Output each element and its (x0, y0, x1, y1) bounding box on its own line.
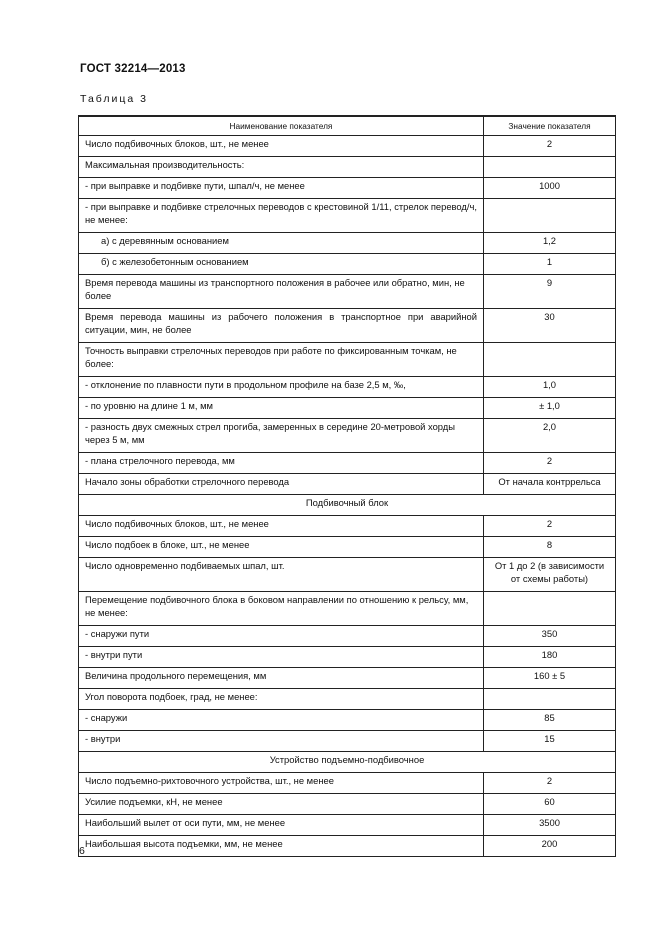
table-row (79, 516, 616, 537)
row-value: 3500 (484, 815, 616, 836)
row-value: 160 ± 5 (484, 668, 616, 689)
column-header-name: Наименование показателя (79, 116, 484, 136)
row-value: 200 (484, 836, 616, 857)
row-value (484, 689, 616, 710)
row-name: Угол поворота подбоек, град, не менее: (79, 689, 484, 710)
row-name: Число подъемно-рихтовочного устройства, шт., не менее (79, 773, 484, 794)
row-name: Начало зоны обработки стрелочного перевода (79, 474, 484, 495)
table-row (79, 794, 616, 815)
table-row (79, 377, 616, 398)
row-name: а) с деревянным основанием (79, 233, 484, 254)
row-name: - плана стрелочного перевода, мм (79, 453, 484, 474)
row-value: 15 (484, 731, 616, 752)
table-row (79, 398, 616, 419)
row-value: 180 (484, 647, 616, 668)
row-value: 1000 (484, 178, 616, 199)
section-row (79, 752, 616, 773)
row-value: 30 (484, 309, 616, 343)
table-row (79, 773, 616, 794)
row-name: Максимальная производительность: (79, 157, 484, 178)
row-value: 350 (484, 626, 616, 647)
row-name: - снаружи пути (79, 626, 484, 647)
row-name: Перемещение подбивочного блока в боковом направлении по отношению к рельсу, мм, не менее: (79, 592, 484, 626)
row-value (484, 592, 616, 626)
row-name: - разность двух смежных стрел прогиба, замеренных в середине 20-метровой хорды через 5 м, мм (79, 419, 484, 453)
row-value (484, 157, 616, 178)
row-name: Усилие подъемки, кН, не менее (79, 794, 484, 815)
row-name: - отклонение по плавности пути в продольном профиле на базе 2,5 м, ‰, (79, 377, 484, 398)
row-value: ± 1,0 (484, 398, 616, 419)
row-name: Точность выправки стрелочных переводов при работе по фиксированным точкам, не более: (79, 343, 484, 377)
row-name: Число подбивочных блоков, шт., не менее (79, 516, 484, 537)
table-row (79, 836, 616, 857)
row-name: - при выправке и подбивке пути, шпал/ч, не менее (79, 178, 484, 199)
row-value (484, 199, 616, 233)
table-row (79, 474, 616, 495)
row-name: - внутри (79, 731, 484, 752)
row-name: - по уровню на длине 1 м, мм (79, 398, 484, 419)
table-row (79, 668, 616, 689)
table-row (79, 453, 616, 474)
table-row (79, 710, 616, 731)
table-row (79, 199, 616, 233)
section-heading: Подбивочный блок (79, 495, 616, 516)
row-name: Число одновременно подбиваемых шпал, шт. (79, 558, 484, 592)
row-name: - внутри пути (79, 647, 484, 668)
row-value: 2,0 (484, 419, 616, 453)
row-name: - при выправке и подбивке стрелочных переводов с крестовиной 1/11, стрелок перевод/ч, не менее: (79, 199, 484, 233)
row-value: 2 (484, 516, 616, 537)
section-row (79, 495, 616, 516)
section-heading: Устройство подъемно-подбивочное (79, 752, 616, 773)
table-row (79, 309, 616, 343)
document-header: ГОСТ 32214—2013 (80, 63, 186, 75)
table-row (79, 647, 616, 668)
row-value: 85 (484, 710, 616, 731)
row-value: 1,2 (484, 233, 616, 254)
table-row (79, 689, 616, 710)
row-value: От 1 до 2 (в зависимости от схемы работы) (484, 558, 616, 592)
row-name: Время перевода машины из рабочего положения в транспортное при аварийной ситуации, мин, не более (79, 309, 484, 343)
page-number: 6 (79, 845, 85, 857)
table-row (79, 558, 616, 592)
row-value: 1 (484, 254, 616, 275)
table-row (79, 592, 616, 626)
row-value: 2 (484, 453, 616, 474)
row-name: б) с железобетонным основанием (79, 254, 484, 275)
table-row (79, 275, 616, 309)
row-name: Время перевода машины из транспортного положения в рабочее или обратно, мин, не более (79, 275, 484, 309)
row-value: 2 (484, 773, 616, 794)
row-name: Наибольшая высота подъемки, мм, не менее (79, 836, 484, 857)
table-row (79, 815, 616, 836)
row-name: Наибольший вылет от оси пути, мм, не менее (79, 815, 484, 836)
row-value: 8 (484, 537, 616, 558)
row-value: 2 (484, 136, 616, 157)
row-value: 9 (484, 275, 616, 309)
table-caption: Таблица 3 (80, 93, 148, 105)
row-value: От начала контррельса (484, 474, 616, 495)
table-row (79, 626, 616, 647)
table-row (79, 731, 616, 752)
table-row (79, 157, 616, 178)
table-row (79, 343, 616, 377)
row-value (484, 343, 616, 377)
row-name: Число подбоек в блоке, шт., не менее (79, 537, 484, 558)
row-name: - снаружи (79, 710, 484, 731)
row-name: Число подбивочных блоков, шт., не менее (79, 136, 484, 157)
table-row (79, 537, 616, 558)
row-value: 60 (484, 794, 616, 815)
table-row (79, 136, 616, 157)
table-row (79, 254, 616, 275)
table-row (79, 178, 616, 199)
table-row (79, 233, 616, 254)
row-value: 1,0 (484, 377, 616, 398)
column-header-value: Значение показателя (484, 116, 616, 136)
table-row (79, 419, 616, 453)
specifications-table (78, 115, 616, 857)
row-name: Величина продольного перемещения, мм (79, 668, 484, 689)
